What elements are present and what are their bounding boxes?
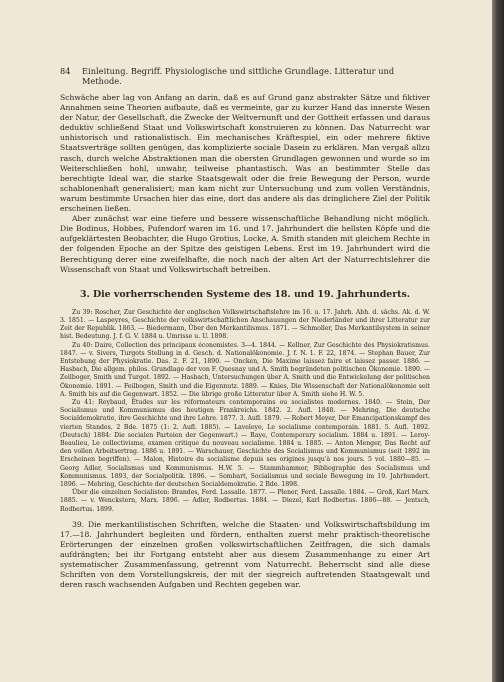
- literature-entry-39: Zu 39: Roscher, Zur Geschichte der englischen Volkswirtschaftslehre im 16. u. 17. Jahrh. Abh. d. sächs. Ak. d. W. 3. 1851. — Laspeyres, Geschichte der volkswirtschaftlichen Anschauungen der Niederländer und ihrer Litteratur zur Zeit der Republik. 1863. — Biedermann, Über den Merkantilismus. 1871. — Schmoller, Das Merkantilsystem in seiner hist. Bedeutung. J. f. G. V. 1884 u. Umrisse u. U. 1898.: [60, 308, 430, 341]
- section-heading: 3. Die vorherrschenden Systeme des 18. und 19. Jahrhunderts.: [79, 288, 411, 300]
- literature-entry-socialists: Über die einzelnen Socialisten: Brandes, Ferd. Lassalle. 1877. — Plener, Ferd. Lassalle. 1884. — Groß, Karl Marx. 1885. — v. Wenckstern, Marx. 1896. — Adler, Rodbertus. 1884. — Diezel, Karl Rodbertus. 1886—88. — Jentsch, Rodbertus. 1899.: [60, 489, 430, 513]
- intro-paragraph: Schwäche aber lag von Anfang an darin, daß es auf Grund ganz abstrakter Sätze und fiktiver Annahmen seine Theorien aufbaute, daß es vermeinte, gar zu kurzer Hand das innerste Wesen der Natur, der Gesellschaft, die Zwecke der Weltvernunft und der Gottheit erfassen und daraus deduktiv schließend Staat und Volkswirtschaft konstruieren zu können. Das Naturrecht war unhistorisch und rationalistisch. Ein mechanisches Kräftespiel, ein oder mehrere fiktive Staatsverträge sollten genügen, das komplizierte sociale Dasein zu erklären. Man vergaß allzu rasch, durch welche Abstraktionen man die obersten Grundlagen gewonnen und wurde so im Weiterschließen hohl, unwahr, teilweise phantastisch. Was an bestimmter Stelle das berechtigte Ideal war, die starke Staatsgewalt oder die freie Bewegung der Person, wurde schablonenhaft generalisiert; man kam nicht zur Untersuchung und zum vollen Verständnis, warum bestimmte Ursachen hier das eine, dort das andere als das dringlichere Ziel der Politik erscheinen ließen.: [60, 93, 430, 214]
- literature-entry-40: Zu 40: Daire, Collection des principaux économistes. 3—4. 1844. — Kellner, Zur Geschichte des Physiokratismus. 1847. — v. Sivers, Turgots Stellung in d. Gesch. d. Nationalökonomie. J. f. N. 1. F. 22, 1874. — Stephan Bauer, Zur Entstehung der Physiokratie. Das. 2. F. 21, 1890. — Oncken, Die Maxime laissez faire et laissez passer. 1886. — Hasbach, Die allgem. philos. Grundlage der von F. Quesnay und A. Smith begründeten politischen Ökonomie. 1890. — Zeilboger, Smith und Turgot. 1892. — Hasbach, Untersuchungen über A. Smith und die Entwickelung der politischen Ökonomie. 1891. — Feilbogen, Smith und die Eigennutz. 1889. — Knies, Die Wissenschaft der Nationalökonomie seit A. Smith bis auf die Gegenwart. 1852. — Die übrige große Litteratur über A. Smith siehe H. W. 5.: [60, 341, 430, 398]
- page-content: [60, 66, 430, 590]
- running-head: [60, 66, 430, 86]
- literature-entry-41: Zu 41: Reybaud, Études sur les réformateurs contemporains ou socialistes modernes. 1840. — Stein, Der Socialismus und Kommunismus des heutigen Frankreichs. 1842. 2. Aufl. 1848. — Mehring, Die deutsche Socialdemokratie, ihre Geschichte und ihre Lehre. 1877. 3. Aufl. 1879. — Robert Meyer, Der Emancipationskampf des vierten Standes. 2 Bde. 1875 (1: 2. Aufl. 1885). — Laveleye, Le socialisme contemporain. 1881. 5. Aufl. 1892. (Deutsch) 1884: Die socialen Parteien der Gegenwart.) — Raye, Contemporary socialism. 1884 u. 1891. — Leroy-Beaulieu, Le collectivisme, examen critique du nouveau socialisme. 1884 u. 1885. — Anton Menger, Das Recht auf den vollen Arbeitsertrag. 1886 u. 1891. — Warschauer, Geschichte des Socialismus und Kommunismus (seit 1892 im Erscheinen begriffen). — Malon, Histoire du socialisme depuis ses origines jusqu'à nos jours. 5 vol. 1880—85. — Georg Adler, Socialismus und Kommunismus. H.W. 5. — Stammhammer, Bibliographie des Socialismus und Kommunismus. 1893, der Socialpolitik. 1896. — Sombart, Socialismus und sociale Bewegung im 19. Jahrhundert. 1896. — Mehring, Geschichte der deutschen Socialdemokratie. 2 Bde. 1898.: [60, 398, 430, 488]
- page-number: 84: [60, 66, 71, 76]
- book-binding-edge: [492, 0, 504, 682]
- paragraph-39: 39. Die merkantilistischen Schriften, welche die Staaten- und Volkswirtschaftsbildung im 17.—18. Jahrhundert begleiten und fördern, enthalten zuerst mehr praktisch-theoretische Erörterungen der einzelnen großen volkswirtschaftlichen Zeitfragen, die sich damals aufdrängten; bei ihr Fortgang entsteht aber aus diesem Zusammenhange zu einer Art systematischer Zusammenfassung, getrennt vom Naturrecht. Beherrscht sind alle diese Schriften von dem Vorstellungskreis, der mit der siegreich auftretenden Staatsgewalt und deren rasch wachsenden Aufgaben und Rechten gegeben war.: [60, 519, 430, 590]
- running-head-title: Einleitung. Begriff. Physiologische und sittliche Grundlage. Litteratur und Methode.: [82, 66, 395, 86]
- second-paragraph: Aber zunächst war eine tiefere und bessere wissenschaftliche Behandlung nicht möglich. Die Bodinus, Hobbes, Pufendorf waren im 16. und 17. Jahrhundert die hellsten Köpfe und die aufgeklärtesten Beobachter, die Hugo Grotius, Locke, A. Smith standen mit gleichem Rechte in der folgenden Epoche an der Spitze des geistigen Lebens. Erst im 19. Jahrhundert wird die Berechtigung derer eine zweifelhafte, die noch nach der alten Art der Naturrechtslehrer die Wissenschaft von Staat und Volkswirtschaft betreiben.: [60, 214, 430, 274]
